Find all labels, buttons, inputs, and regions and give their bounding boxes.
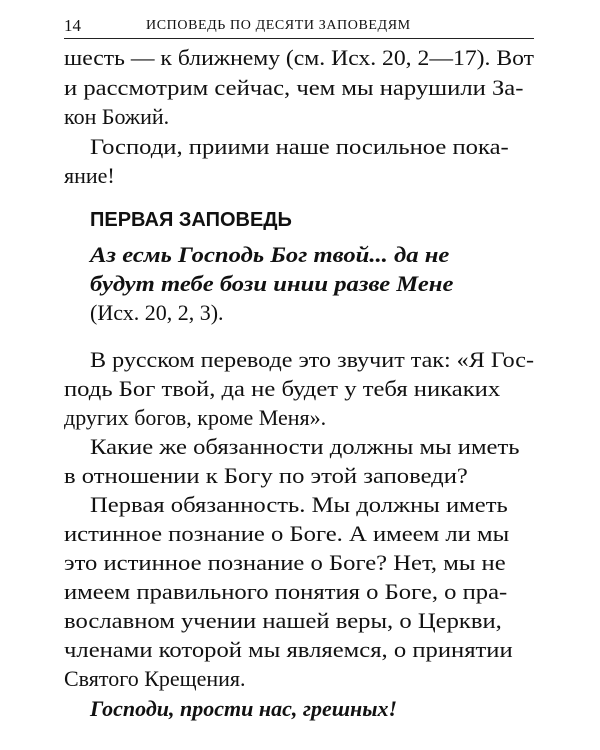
epigraph-line: Аз есмь Господь Бог твой... да не: [90, 242, 450, 267]
text-line: В русском переводе это звучит так: «Я Гос-: [90, 347, 534, 372]
running-title: ИСПОВЕДЬ ПО ДЕСЯТИ ЗАПОВЕДЯМ: [146, 18, 411, 33]
text-line: Господи, приими наше посильное пока-: [90, 134, 509, 159]
text-line: подь Бог твой, да не будет у тебя никаких: [64, 376, 501, 401]
text-line: это истинное познание о Боге? Нет, мы не: [64, 550, 506, 575]
text-line: в отношении к Богу по этой заповеди?: [64, 463, 468, 488]
text-line: имеем правильного понятия о Боге, о пра-: [64, 579, 508, 604]
text-line: Какие же обязанности должны мы иметь: [90, 434, 520, 459]
closing-prayer: Господи, прости нас, грешных!: [90, 696, 398, 721]
page-number: 14: [64, 16, 81, 35]
epigraph-line: будут тебе бози инии разве Мене: [90, 271, 454, 296]
text-line: и рассмотрим сейчас, чем мы нарушили За-: [64, 75, 524, 100]
text-line: яние!: [64, 163, 115, 188]
running-header: [64, 12, 534, 39]
text-line: истинное познание о Боге. А имеем ли мы: [64, 521, 510, 546]
text-line: членами которой мы являемся, о принятии: [64, 637, 513, 662]
text-line: Первая обязанность. Мы должны иметь: [90, 492, 508, 517]
text-line: вославном учении нашей веры, о Церкви,: [64, 608, 502, 633]
text-line: других богов, кроме Меня».: [64, 405, 327, 430]
scripture-reference: (Исх. 20, 2, 3).: [90, 300, 224, 325]
text-line: Святого Крещения.: [64, 666, 246, 691]
text-line: кон Божий.: [64, 104, 170, 129]
text-line: шесть — к ближнему (см. Исх. 20, 2—17). Вот: [64, 45, 534, 70]
section-heading: ПЕРВАЯ ЗАПОВЕДЬ: [90, 209, 292, 231]
